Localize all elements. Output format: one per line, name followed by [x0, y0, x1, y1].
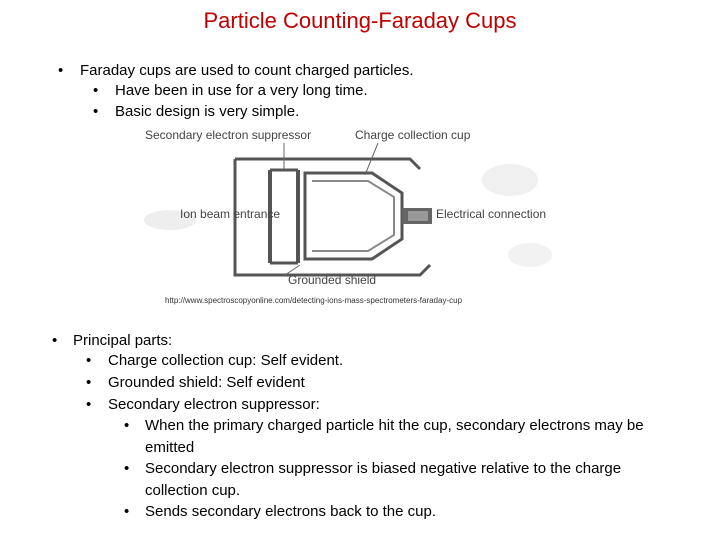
connector-core: [408, 211, 428, 221]
bullet-text: When the primary charged particle hit the cup, secondary electrons may be emitted: [145, 417, 644, 456]
bullet-dot: •: [58, 62, 64, 79]
label-suppressor: Secondary electron suppressor: [145, 128, 312, 142]
bullet-dot: •: [93, 82, 99, 99]
bullet-text: Grounded shield: Self evident: [108, 374, 305, 391]
bullet-dot: •: [124, 503, 130, 520]
bullet-text: Basic design is very simple.: [115, 103, 300, 120]
bullet-dot: •: [52, 332, 58, 349]
bullet-text: Faraday cups are used to count charged particles.: [80, 62, 414, 79]
faraday-cup-diagram: [140, 125, 560, 310]
label-cup: Charge collection cup: [355, 128, 471, 142]
bullet-dot: •: [124, 417, 130, 434]
bullet-text: Secondary electron suppressor:: [108, 396, 320, 413]
bullet-dot: •: [124, 460, 130, 477]
background-smudge: [508, 243, 552, 267]
bullet-text: Have been in use for a very long time.: [115, 82, 368, 99]
bullet-text: Sends secondary electrons back to the cup.: [145, 503, 437, 520]
bullet-dot: •: [86, 374, 92, 391]
bullet-dot: •: [86, 396, 92, 413]
background-smudge: [482, 164, 538, 196]
label-grounded-shield: Grounded shield: [288, 273, 377, 287]
bullet-dot: •: [86, 352, 92, 369]
cup-inner-wall: [312, 181, 394, 251]
bullet-text: Charge collection cup: Self evident.: [108, 352, 344, 369]
slide-title: Particle Counting-Faraday Cups: [203, 8, 517, 33]
bullet-dot: •: [93, 103, 99, 120]
faraday-cup-drawing: [140, 125, 560, 310]
figure-source-url: http://www.spectroscopyonline.com/detecting-ions-mass-spectrometers-faraday-cup: [165, 296, 463, 305]
bullet-text: Principal parts:: [73, 332, 173, 349]
label-ion-beam: Ion beam entrance: [180, 207, 281, 221]
charge-collection-cup: [305, 173, 402, 259]
label-electrical: Electrical connection: [436, 207, 547, 221]
bullet-text: Secondary electron suppressor is biased negative relative to the charge collection cup.: [145, 460, 622, 499]
